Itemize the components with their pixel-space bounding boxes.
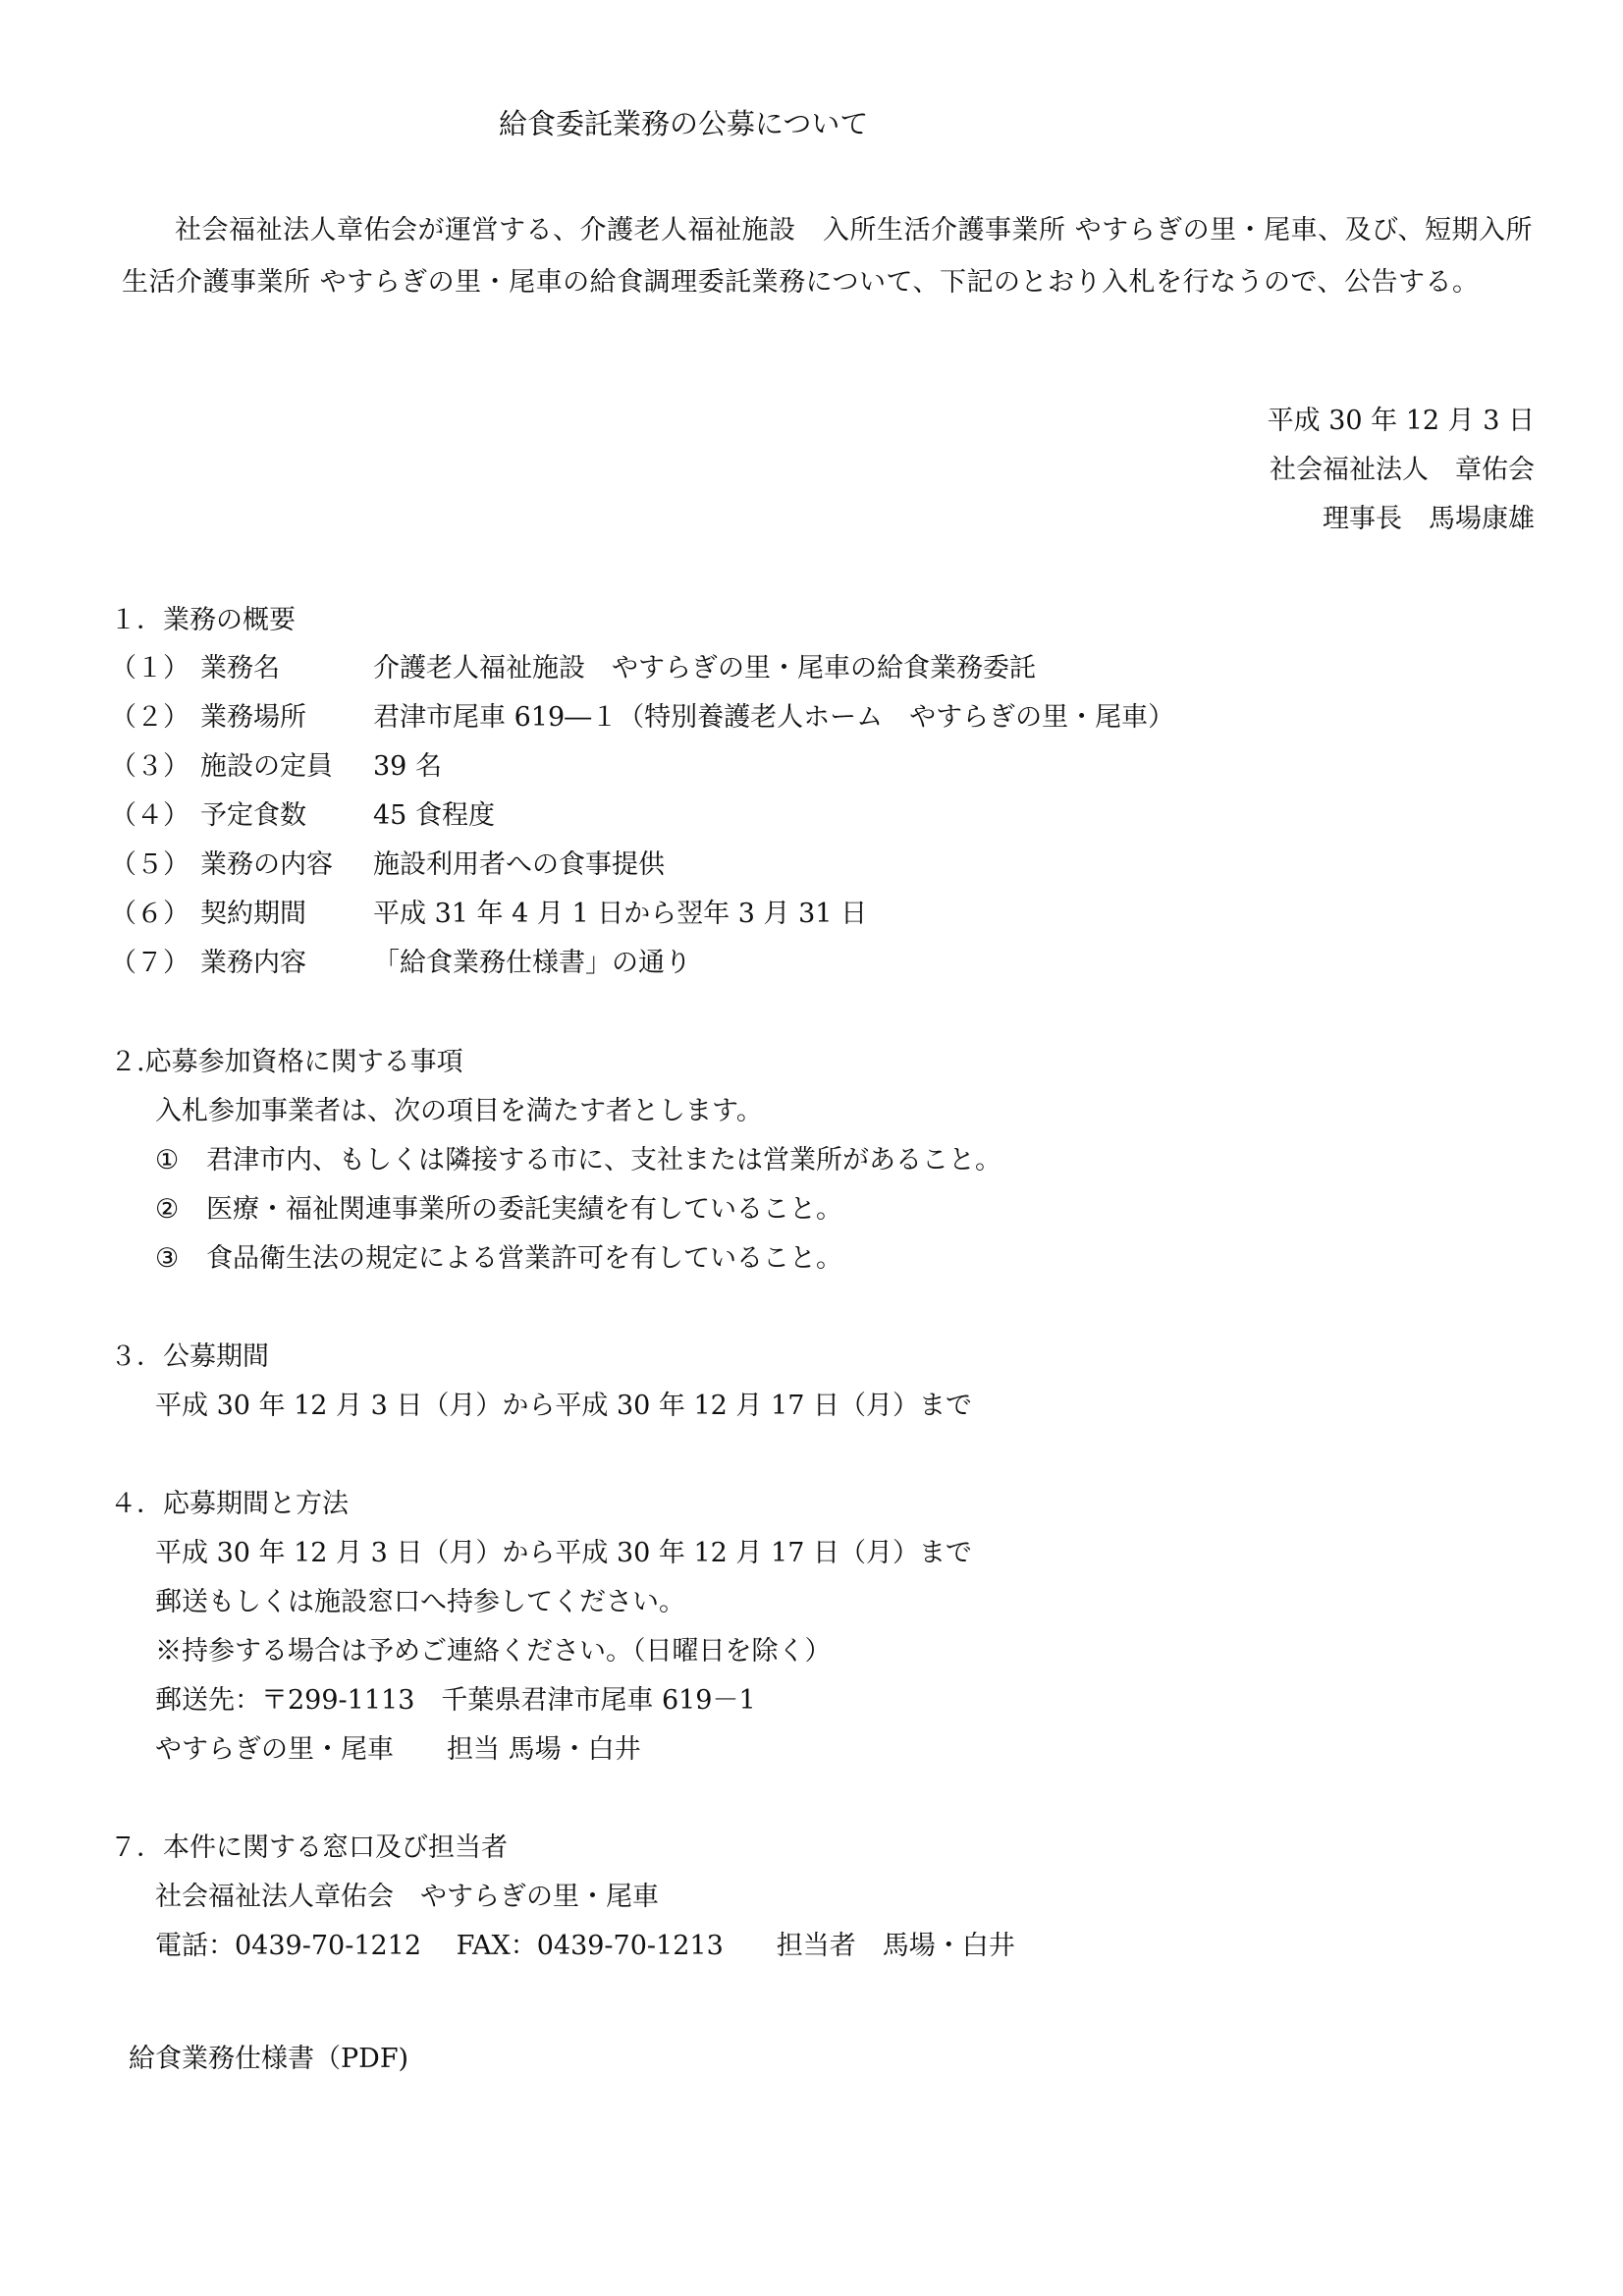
section4-note: ※持参する場合は予めご連絡ください。（日曜日を除く） [155, 1636, 832, 1667]
item-number: （４） [110, 800, 189, 831]
item-value: 「給食業務仕様書」の通り [373, 948, 691, 978]
section3-heading: ３．公募期間 [110, 1341, 269, 1372]
item-marker: ② [155, 1194, 180, 1225]
item-label: 業務場所 [200, 702, 306, 733]
section4-contact: やすらぎの里・尾車 担当 馬場・白井 [155, 1734, 641, 1765]
section1-heading: １．業務の概要 [110, 605, 296, 635]
item-label: 業務内容 [200, 948, 306, 978]
item-marker: ③ [155, 1243, 180, 1274]
item-text: 食品衛生法の規定による営業許可を有していること。 [206, 1243, 842, 1274]
item-value: 平成 31 年 4 月 1 日から翌年 3 月 31 日 [373, 899, 868, 929]
item-number: （７） [110, 948, 189, 978]
item-value: 君津市尾車 619―１（特別養護老人ホーム やすらぎの里・尾車） [373, 702, 1175, 733]
item-value: 施設利用者への食事提供 [373, 849, 665, 880]
signature-date: 平成 30 年 12 月 3 日 [1267, 406, 1535, 436]
item-label: 業務名 [200, 653, 280, 683]
page-title: 給食委託業務の公募について [499, 107, 869, 140]
section2-heading: ２.応募参加資格に関する事項 [110, 1047, 463, 1077]
item-value: 39 名 [373, 751, 442, 782]
item-number: （２） [110, 702, 189, 733]
item-value: 介護老人福祉施設 やすらぎの里・尾車の給食業務委託 [373, 653, 1036, 683]
section7-org: 社会福祉法人章佑会 やすらぎの里・尾車 [155, 1882, 659, 1912]
item-number: （３） [110, 751, 189, 782]
item-marker: ① [155, 1145, 180, 1175]
section4-heading: ４．応募期間と方法 [110, 1489, 349, 1519]
signature-org: 社会福祉法人 章佑会 [1270, 455, 1535, 485]
section2-lead: 入札参加事業者は、次の項目を満たす者とします。 [155, 1096, 763, 1126]
spec-pdf-link[interactable]: 給食業務仕様書（PDF) [129, 2044, 409, 2074]
item-label: 予定食数 [200, 800, 306, 831]
item-text: 君津市内、もしくは隣接する市に、支社または営業所があること。 [206, 1145, 1001, 1175]
item-number: （６） [110, 899, 189, 929]
section4-period: 平成 30 年 12 月 3 日（月）から平成 30 年 12 月 17 日（月）まで [155, 1538, 972, 1568]
item-value: 45 食程度 [373, 800, 495, 831]
item-label: 施設の定員 [200, 751, 333, 782]
section7-phone: 電話：0439-70-1212 FAX：0439-70-1213 担当者 馬場・白井 [155, 1931, 1015, 1961]
item-label: 業務の内容 [200, 849, 333, 880]
section3-period: 平成 30 年 12 月 3 日（月）から平成 30 年 12 月 17 日（月）まで [155, 1391, 972, 1421]
item-number: （１） [110, 653, 189, 683]
intro-paragraph: 社会福祉法人章佑会が運営する、介護老人福祉施設 入所生活介護事業所 やすらぎの里・尾車、及び、短期入所生活介護事業所 やすらぎの里・尾車の給食調理委託業務について、下記のとおり入札を行なうので、公告する。 [122, 215, 1534, 298]
section7-heading: ７．本件に関する窓口及び担当者 [110, 1832, 508, 1863]
item-text: 医療・福祉関連事業所の委託実績を有していること。 [206, 1194, 842, 1225]
section4-method: 郵送もしくは施設窓口へ持参してください。 [155, 1587, 685, 1617]
section4-address: 郵送先：〒299-1113 千葉県君津市尾車 619－1 [155, 1685, 756, 1716]
signature-person: 理事長 馬場康雄 [1323, 504, 1535, 534]
item-number: （５） [110, 849, 189, 880]
item-label: 契約期間 [200, 899, 306, 929]
